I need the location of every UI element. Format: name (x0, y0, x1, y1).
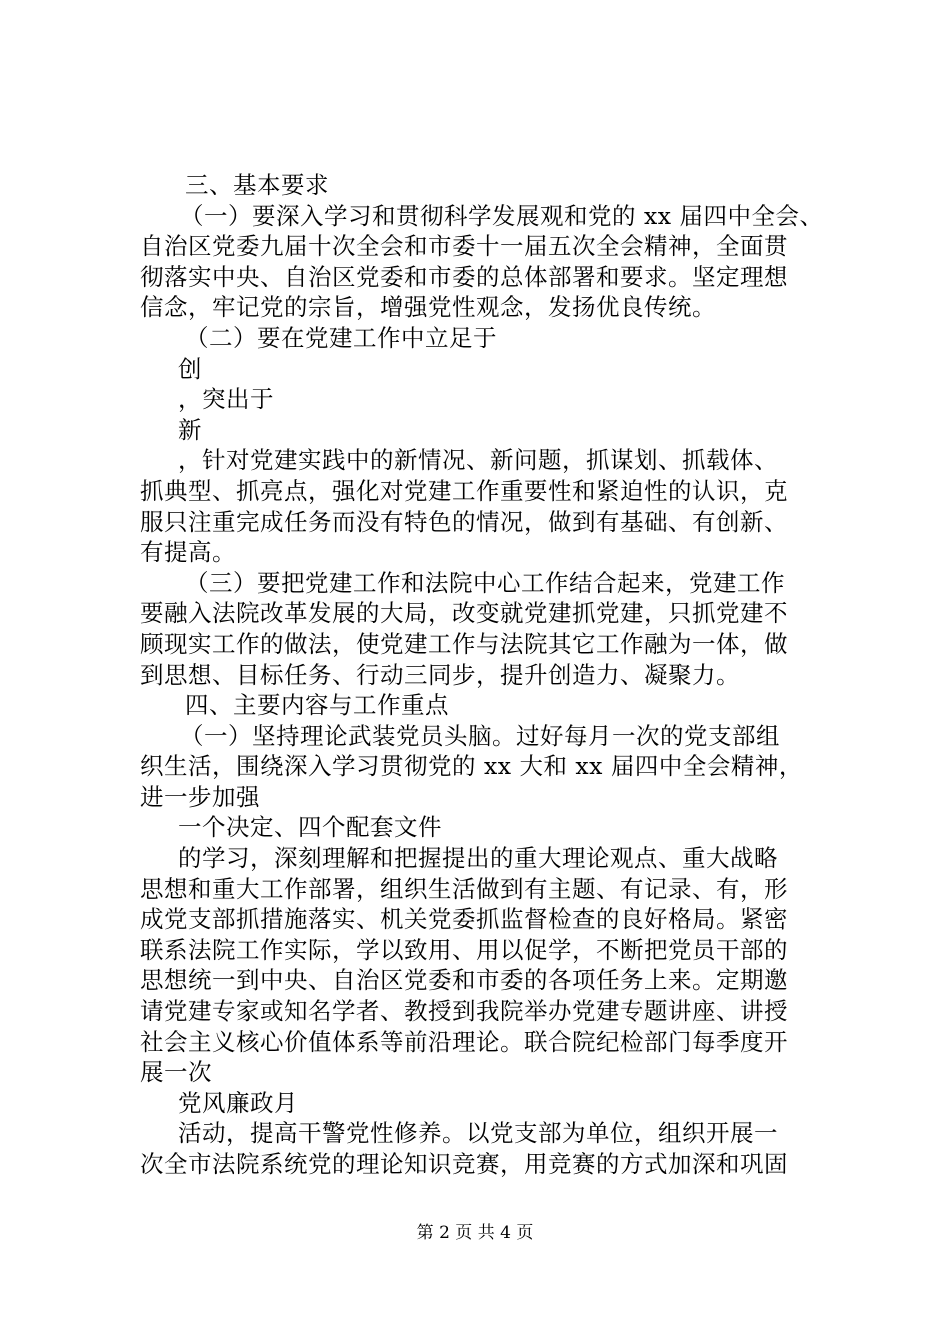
text-line: 创 (178, 354, 202, 383)
text-line: 有提高。 (140, 538, 236, 567)
text-line: 自治区党委九届十次全会和市委十一届五次全会精神，全面贯 (140, 232, 788, 261)
text-line: 信念，牢记党的宗旨，增强党性观念，发扬优良传统。 (140, 293, 716, 322)
text-line: 展一次 (140, 1058, 212, 1087)
text-line: 服只注重完成任务而没有特色的情况，做到有基础、有创新、 (140, 507, 788, 536)
text-line: 三、基本要求 (185, 171, 329, 199)
text-line: 请党建专家或知名学者、教授到我院举办党建专题讲座、讲授 (140, 997, 788, 1026)
text-line: 到思想、目标任务、行动三同步，提升创造力、凝聚力。 (140, 660, 740, 689)
text-line: （一）坚持理论武装党员头脑。过好每月一次的党支部组 (180, 721, 780, 750)
document-body (140, 170, 840, 1180)
text-line: 进一步加强 (140, 782, 260, 811)
text-line: 新 (178, 415, 202, 444)
text-line: （二）要在党建工作中立足于 (185, 323, 497, 352)
text-line: 织生活，围绕深入学习贯彻党的 xx 大和 xx 届四中全会精神， (140, 752, 803, 781)
text-line: （一）要深入学习和贯彻科学发展观和党的 xx 届四中全会、 (180, 201, 824, 230)
text-line: 联系法院工作实际，学以致用、用以促学，不断把党员干部的 (140, 935, 788, 964)
text-line: 社会主义核心价值体系等前沿理论。联合院纪检部门每季度开 (140, 1027, 788, 1056)
text-line: 彻落实中央、自治区党委和市委的总体部署和要求。坚定理想 (140, 262, 788, 291)
text-line: 次全市法院系统党的理论知识竞赛，用竞赛的方式加深和巩固 (140, 1150, 788, 1178)
text-line: 党风廉政月 (178, 1088, 298, 1117)
text-line: 的学习，深刻理解和把握提出的重大理论观点、重大战略 (178, 844, 778, 873)
page-footer: 第 2 页 共 4 页 (416, 1223, 534, 1243)
text-line: ，针对党建实践中的新情况、新问题，抓谋划、抓载体、 (178, 446, 778, 475)
text-line: 抓典型、抓亮点，强化对党建工作重要性和紧迫性的认识，克 (140, 476, 788, 505)
text-line: ，突出于 (178, 385, 274, 414)
text-line: （三）要把党建工作和法院中心工作结合起来，党建工作 (185, 568, 785, 597)
text-line: 要融入法院改革发展的大局，改变就党建抓党建，只抓党建不 (140, 599, 788, 628)
text-line: 思想统一到中央、自治区党委和市委的各项任务上来。定期邀 (140, 966, 788, 995)
text-line: 活动，提高干警党性修养。以党支部为单位，组织开展一 (178, 1119, 778, 1148)
text-line: 一个决定、四个配套文件 (178, 813, 442, 842)
text-line: 顾现实工作的做法，使党建工作与法院其它工作融为一体，做 (140, 629, 788, 658)
text-line: 四、主要内容与工作重点 (185, 691, 449, 720)
text-line: 成党支部抓措施落实、机关党委抓监督检查的良好格局。紧密 (140, 905, 788, 934)
text-line: 思想和重大工作部署，组织生活做到有主题、有记录、有，形 (140, 874, 788, 903)
